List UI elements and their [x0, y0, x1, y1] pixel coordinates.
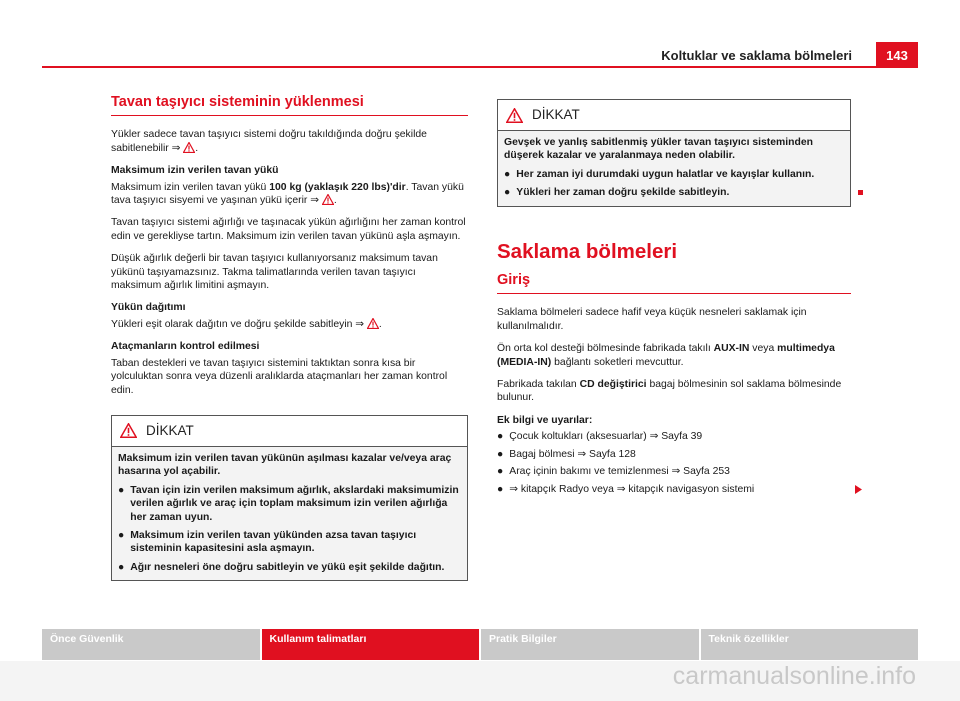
paragraph-load-distribution: Yükleri eşit olarak dağıtın ve doğru şekilde sabitleyin ⇒ .	[111, 318, 382, 330]
paragraph-max-load: Maksimum izin verilen tavan yükü 100 kg (yaklaşık 220 lbs)'dir. Tavan yükü tava taşıyıcı sisyemi ve yaşınan yükü içerir ⇒ .	[111, 181, 464, 207]
warning-header	[498, 100, 850, 131]
tab-practical[interactable]: Pratik Bilgiler	[481, 629, 699, 660]
left-column	[111, 96, 468, 581]
heading-extra-info: Ek bilgi ve uyarılar:	[497, 414, 593, 426]
paragraph-cd-changer: Fabrikada takılan CD değiştirici bagaj bölmesinin sol saklama bölmesinde bulunur.	[497, 379, 842, 404]
warning-header	[112, 416, 467, 447]
warning-body	[498, 131, 850, 206]
warning-triangle-icon	[367, 318, 379, 329]
header-title: Koltuklar ve saklama bölmeleri	[661, 48, 852, 63]
tab-operation[interactable]: Kullanım talimatları	[262, 629, 480, 660]
warning-lead: Gevşek ve yanlış sabitlenmiş yükler tavan taşıyıcı sisteminden düşerek kazalar ve yaralanmaya neden olabilir.	[504, 137, 813, 162]
header-rule	[42, 66, 918, 68]
bottom-nav	[42, 629, 918, 660]
paragraph-low-weight: Düşük ağırlık değerli bir tavan taşıyıcı kullanıyorsanız maksimum tavan yükünü taşıyamazsınız. Takma talimatlarında verilen tavan taşıyıcı maksimum ağırlık limitini aşmayın.	[111, 253, 438, 292]
paragraph-weight-check: Tavan taşıyıcı sistemi ağırlığı ve taşınacak yükün ağırlığını her zaman kontrol edin ve gerekliyse tartın. Maksimum izin verilen tavan yükünü aşla aşmayın.	[111, 217, 466, 242]
paragraph-aux-in: Ön orta kol desteği bölmesinde fabrikada takılı AUX-IN veya multimedya (MEDIA-IN) bağlantı soketleri mevcuttur.	[497, 343, 835, 368]
warning-bullet: ● Tavan için izin verilen maksimum ağırlık, akslardaki maksimumizin verilen ağırlık ve araç için toplam maksimum izin verilen ağırlığa her zaman uyun.	[118, 484, 459, 523]
paragraph-storage-light: Saklama bölmeleri sadece hafif veya küçük nesneleri saklamak için kullanılmalıdır.	[497, 307, 807, 332]
watermark-text: carmanualsonline.info	[672, 662, 916, 690]
list-item: ● Bagaj bölmesi ⇒ Sayfa 128	[497, 448, 636, 460]
intro-paragraph: Yükler sadece tavan taşıyıcı sistemi doğru takıldığında doğru şekilde sabitlenebilir ⇒ .	[111, 129, 427, 154]
warning-title: DİKKAT	[146, 423, 194, 439]
heading-max-load: Maksimum izin verilen tavan yükü	[111, 165, 279, 177]
right-column	[497, 96, 851, 500]
warning-box-loose-load	[497, 99, 851, 207]
warning-triangle-icon	[322, 194, 334, 205]
warning-title: DİKKAT	[532, 107, 580, 123]
warning-box-roof-load	[111, 415, 468, 581]
chapter-title: Saklama bölmeleri	[497, 239, 678, 263]
warning-bullet: ● Yükleri her zaman doğru şekilde sabitleyin.	[504, 187, 730, 199]
list-item: ● Çocuk koltukları (aksesuarlar) ⇒ Sayfa 39	[497, 431, 703, 443]
page-number: 143	[876, 42, 918, 68]
warning-body	[112, 447, 467, 580]
watermark-bar	[0, 661, 960, 701]
heading-attachment-check: Ataçmanların kontrol edilmesi	[111, 341, 260, 353]
warning-triangle-icon	[183, 142, 195, 153]
list-item: ● Araç içinin bakımı ve temizlenmesi ⇒ Sayfa 253	[497, 466, 730, 478]
section-title-roof-rack: Tavan taşıyıcı sisteminin yüklenmesi	[111, 96, 468, 116]
paragraph-attachment-check: Taban destekleri ve tavan taşıyıcı sistemini taktıktan sonra kısa bir yolculuktan sonra veya düzenli aralıklarda ataçmanları her zaman kontrol edin.	[111, 357, 448, 396]
tab-technical[interactable]: Teknik özellikler	[701, 629, 919, 660]
tab-safety[interactable]: Önce Güvenlik	[42, 629, 260, 660]
warning-lead: Maksimum izin verilen tavan yükünün aşılması kazalar ve/veya araç hasarına yol açabilir.	[118, 452, 452, 478]
warning-triangle-icon	[506, 108, 523, 123]
section-title-intro: Giriş	[497, 274, 851, 294]
warning-bullet: ● Maksimum izin verilen tavan yükünden azsa tavan taşıyıcı sisteminin kapasitesini asla aşmayın.	[118, 529, 417, 555]
heading-load-distribution: Yükün dağıtımı	[111, 302, 186, 314]
end-marker	[858, 190, 863, 195]
warning-triangle-icon	[120, 423, 137, 438]
warning-bullet: ● Her zaman iyi durumdaki uygun halatlar ve kayışlar kullanın.	[504, 168, 815, 180]
list-item: ● ⇒ kitapçık Radyo veya ⇒ kitapçık navigasyon sistemi	[497, 483, 851, 500]
warning-bullet: ● Ağır nesneleri öne doğru sabitleyin ve yükü eşit şekilde dağıtın.	[118, 561, 445, 573]
next-page-arrow-icon	[855, 485, 862, 494]
